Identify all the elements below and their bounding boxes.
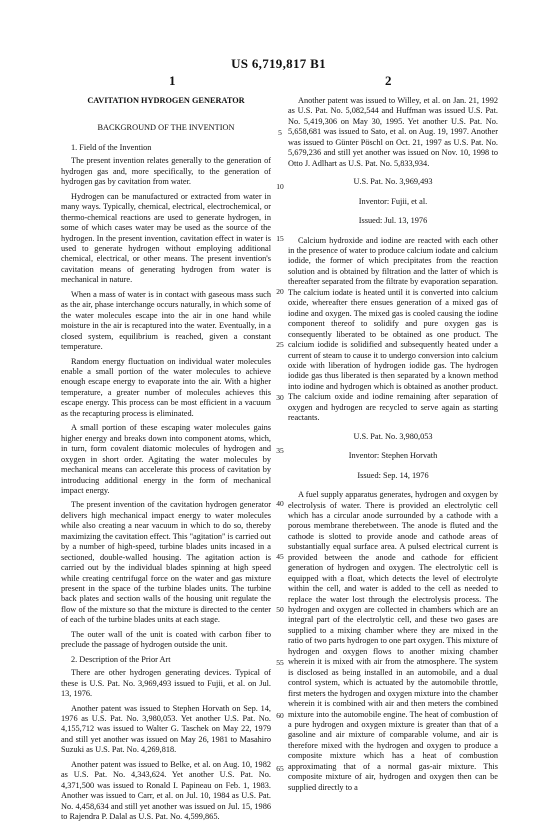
left-column-number: 1: [169, 73, 176, 88]
reference-patent-number: U.S. Pat. No. 3,969,493: [353, 177, 433, 187]
paragraph: The present invention relates generally to the generation of hydrogen gas and, more specifically, to the generation of hydrogen gas by cavitation from water.: [61, 156, 271, 187]
line-number: 10: [276, 182, 284, 191]
line-number: 15: [276, 234, 284, 243]
line-number: 50: [276, 605, 284, 614]
paragraph: There are other hydrogen generating devices. Typical of these is U.S. Pat. No. 3,969,493 issued to Fujii, et al. on Jul. 13, 1976.: [61, 668, 271, 699]
line-number: 35: [276, 446, 284, 455]
line-number: 60: [276, 711, 284, 720]
right-column-number: 2: [385, 73, 392, 88]
paragraph: Calcium hydroxide and iodine are reacted with each other in the presence of water to produce calcium iodate and calcium iodide, the former of which precipitates from the reaction solution and is obtained by filtration and the latter of which is thereafter separated from the filtrate by evaporation separation. The calcium iodate is heated until it is converted into calcium oxide, whereafter there ensues generation of a mixed gas of iodine and oxygen. The mixed gas is cooled causing the iodine component thereof to solidify and pure oxygen gas is consequently liberated to be obtained as one product. The calcium iodide is solidified and subsequently heated under a current of steam to cause it to undergo conversion into calcium oxide with liberation of hydrogen iodide gas. The hydrogen iodide gas thus liberated is then separated by a known method into iodine and hydrogen which is obtained as another product. The calcium oxide and iodine remaining after separation of oxygen and hydrogen are recycled to serve again as starting reactants.: [288, 235, 498, 423]
line-number: 55: [276, 658, 284, 667]
paragraph: Another patent was issued to Willey, et al. on Jan. 21, 1992 as U.S. Pat. No. 5,082,544 and Huffman was issued U.S. Pat. No. 5,419,306 on May 30, 1995. Yet another U.S. Pat. No. 5,658,681 was issued to Sato, et al. on Aug. 19, 1997. Another was issued to Günter Pöschl on Oct. 21, 1997 as U.S. Pat. No. 5,679,236 and still yet another was issued on Nov. 10, 1998 to Otto J. Adlhart as U.S. Pat. No. 5,833,934.: [288, 96, 498, 168]
paragraph: Hydrogen can be manufactured or extracted from water in many ways. Typically, chemical, electrical, electrochemical, or thermo-chemical reactions are used to generate hydrogen, in some of which cases water may be used as the source of the hydrogen. In the present invention, cavitation effect in water is used to generate hydrogen without employing additional chemical, electrical, or other means. The present invention's cavitation means of generating hydrogen from water is mechanical in nature.: [61, 191, 271, 285]
paragraph: A small portion of these escaping water molecules gains higher energy and breaks down into component atoms, which, in turn, form covalent diatomic molecules of hydrogen and oxygen in short order. Agitating the water molecules by mechanical means can accelerate this process of cavitation by introducing additional energy in the form of mechanical impact energy.: [61, 423, 271, 495]
line-number: 25: [276, 340, 284, 349]
document-title: CAVITATION HYDROGEN GENERATOR: [87, 96, 245, 105]
line-number: 65: [276, 764, 284, 773]
reference-issued-date: Issued: Jul. 13, 1976: [358, 216, 428, 226]
paragraph: The outer wall of the unit is coated with carbon fiber to preclude the passage of hydrogen outside the unit.: [61, 629, 271, 650]
line-number: 20: [276, 287, 284, 296]
paragraph: When a mass of water is in contact with gaseous mass such as the air, phase interchange occurs naturally, in which some of the water molecules escape into the air in one hand while moisture in the air is recaptured into the water. Eventually, in a closed system, equilibrium is reached, given a constant temperature.: [61, 289, 271, 352]
reference-inventor: Inventor: Stephen Horvath: [348, 451, 438, 461]
reference-patent-number: U.S. Pat. No. 3,980,053: [353, 431, 433, 441]
field-heading: 1. Field of the Invention: [71, 142, 152, 152]
reference-inventor: Inventor: Fujii, et al.: [358, 196, 428, 206]
patent-number: US 6,719,817 B1: [231, 56, 326, 71]
background-heading: BACKGROUND OF THE INVENTION: [97, 123, 235, 133]
line-number: 40: [276, 499, 284, 508]
line-number: 45: [276, 552, 284, 561]
line-number: 5: [278, 128, 282, 137]
paragraph: Random energy fluctuation on individual water molecules enable a small portion of the water molecules to achieve enough escape energy to evaporate into the air. With a higher temperature, a greater number of molecules achieves this escape energy. This process can be most efficient in a vacuum as the recapturing process is eliminated.: [61, 356, 271, 418]
prior-art-heading: 2. Description of the Prior Art: [71, 654, 171, 664]
reference-issued-date: Issued: Sep. 14, 1976: [357, 470, 429, 480]
line-number: 30: [276, 393, 284, 402]
paragraph: A fuel supply apparatus generates, hydrogen and oxygen by electrolysis of water. There is provided an electrolytic cell which has a circular anode surrounded by a cathode with a porous membrane therebetween. The anode is fluted and the cathode is slotted to provide anode and cathode areas of substantially equal surface area. A pulsed electrical current is provided between the anode and cathode for efficient generation of hydrogen and oxygen. The electrolytic cell is equipped with a float, which detects the level of electrolyte within the cell, and water is added to the cell as needed to replace the water lost through the electrolysis process. The hydrogen and oxygen are collected in chambers which are an integral part of the electrolytic cell, and these two gases are supplied to a mixing chamber where they are mixed in the ratio of two parts hydrogen to one part oxygen. This mixture of hydrogen and oxygen flows to another mixing chamber wherein it is mixed with air from the atmosphere. The system is disclosed as being installed in an automobile, and a dual control system, which is actuated by the automobile throttle, first meters the hydrogen and oxygen mixture into the chamber wherein it is combined with air and then meters the combined mixture into the automobile engine. The heat of combustion of a pure hydrogen and oxygen mixture is greater than that of a gasoline and air mixture of comparable volume, and air is therefore mixed with the hydrogen and oxygen to produce a composite mixture which has a heat of combustion approximating that of a normal gas-air mixture. This composite mixture of air, hydrogen and oxygen then can be supplied directly to a: [288, 490, 498, 792]
paragraph: Another patent was issued to Stephen Horvath on Sep. 14, 1976 as U.S. Pat. No. 3,980,053. Yet another U.S. Pat. No. 4,155,712 was issued to Walter G. Taschek on May 22, 1979 and still yet another was issued on May 26, 1981 to Masahiro Suzuki as U.S. Pat. No. 4,269,818.: [61, 703, 271, 755]
paragraph: The present invention of the cavitation hydrogen generator delivers high mechanical impact energy to water molecules while also creating a near vacuum in which to do so, thereby maximizing the cavitation effect. This "agitation" is carried out by a number of high-speed, turbine blades units incased in a sectioned, double-walled housing. The agitation action is carried out by the individual blades spinning at high speed while creating centrifugal force on the water and gas mixture present in the space of the turbine blades units. The turbine back plates and section walls of the housing unit regulate the flow of the mixture so that the mixture is directed to the center of each of the turbine blades units at each stage.: [61, 500, 271, 625]
right-column: [288, 96, 498, 797]
left-column: [61, 96, 271, 827]
paragraph: Another patent was issued to Belke, et al. on Aug. 10, 1982 as U.S. Pat. No. 4,343,624. Yet another U.S. Pat. No. 4,371,500 was issued to Ronald I. Papineau on Feb. 1, 1983. Another was issued to Carr, et al. on Jul. 10, 1984 as U.S. Pat. No. 4,458,634 and still yet another was issued on Jul. 15, 1986 to Rajendra P. Dalal as U.S. Pat. No. 4,599,865.: [61, 759, 271, 822]
